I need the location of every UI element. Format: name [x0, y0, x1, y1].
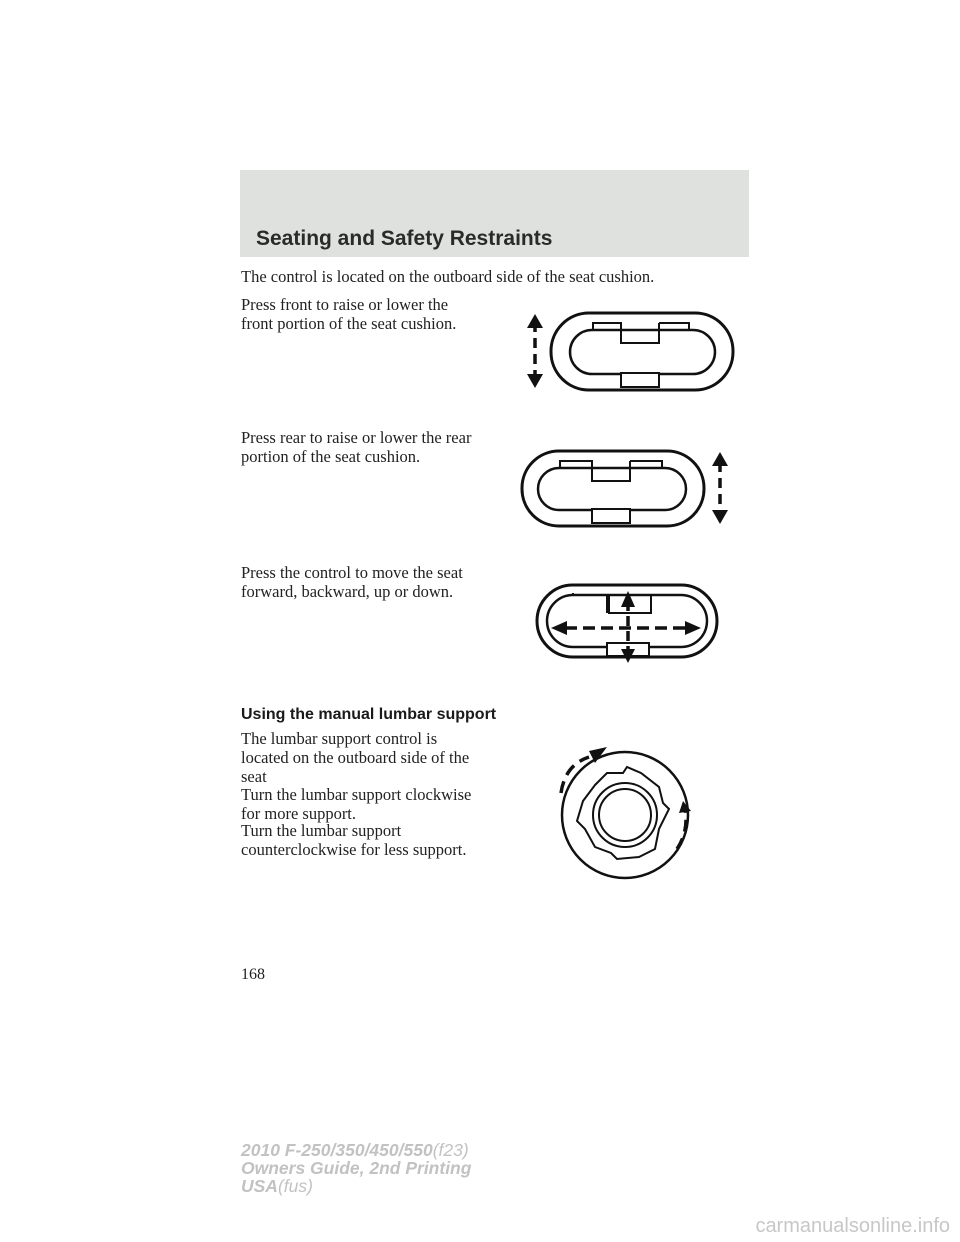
intro-text: The control is located on the outboard side of the seat cushion.	[241, 267, 655, 286]
document-footer	[241, 1141, 471, 1195]
lumbar-p1-line-1: The lumbar support control is	[241, 729, 438, 748]
lumbar-knob-rotation-arrows-icon	[555, 743, 700, 871]
footer-market: USA	[241, 1176, 278, 1196]
lumbar-p2-line-2: for more support.	[241, 804, 357, 823]
rear-text-line-1: Press rear to raise or lower the rear	[241, 428, 472, 447]
footer-market-code: (fus)	[277, 1176, 313, 1196]
move-text-line-2: forward, backward, up or down.	[241, 582, 454, 601]
front-text-line-1: Press front to raise or lower the	[241, 295, 449, 314]
lumbar-p3-line-1: Turn the lumbar support	[241, 821, 402, 840]
lumbar-p1-line-2: located on the outboard side of the	[241, 748, 470, 767]
section-header	[240, 170, 749, 257]
lumbar-p1-line-3: seat	[241, 767, 267, 786]
seat-control-four-way-arrows-icon	[535, 583, 725, 663]
lumbar-p3-line-2: counterclockwise for less support.	[241, 840, 467, 859]
watermark: carmanualsonline.info	[755, 1215, 950, 1237]
seat-control-front-arrow-icon	[515, 310, 735, 390]
section-title: Seating and Safety Restraints	[256, 227, 553, 250]
lumbar-heading: Using the manual lumbar support	[241, 706, 497, 723]
page-number: 168	[241, 966, 265, 983]
rear-text-line-2: portion of the seat cushion.	[241, 447, 421, 466]
footer-guide: Owners Guide, 2nd Printing	[241, 1158, 472, 1178]
lumbar-p2-line-1: Turn the lumbar support clockwise	[241, 785, 472, 804]
front-text-line-2: front portion of the seat cushion.	[241, 314, 457, 333]
footer-model: 2010 F-250/350/450/550	[241, 1140, 433, 1160]
seat-control-rear-arrow-icon	[520, 448, 735, 528]
footer-model-code: (f23)	[432, 1140, 469, 1160]
move-text-line-1: Press the control to move the seat	[241, 563, 463, 582]
